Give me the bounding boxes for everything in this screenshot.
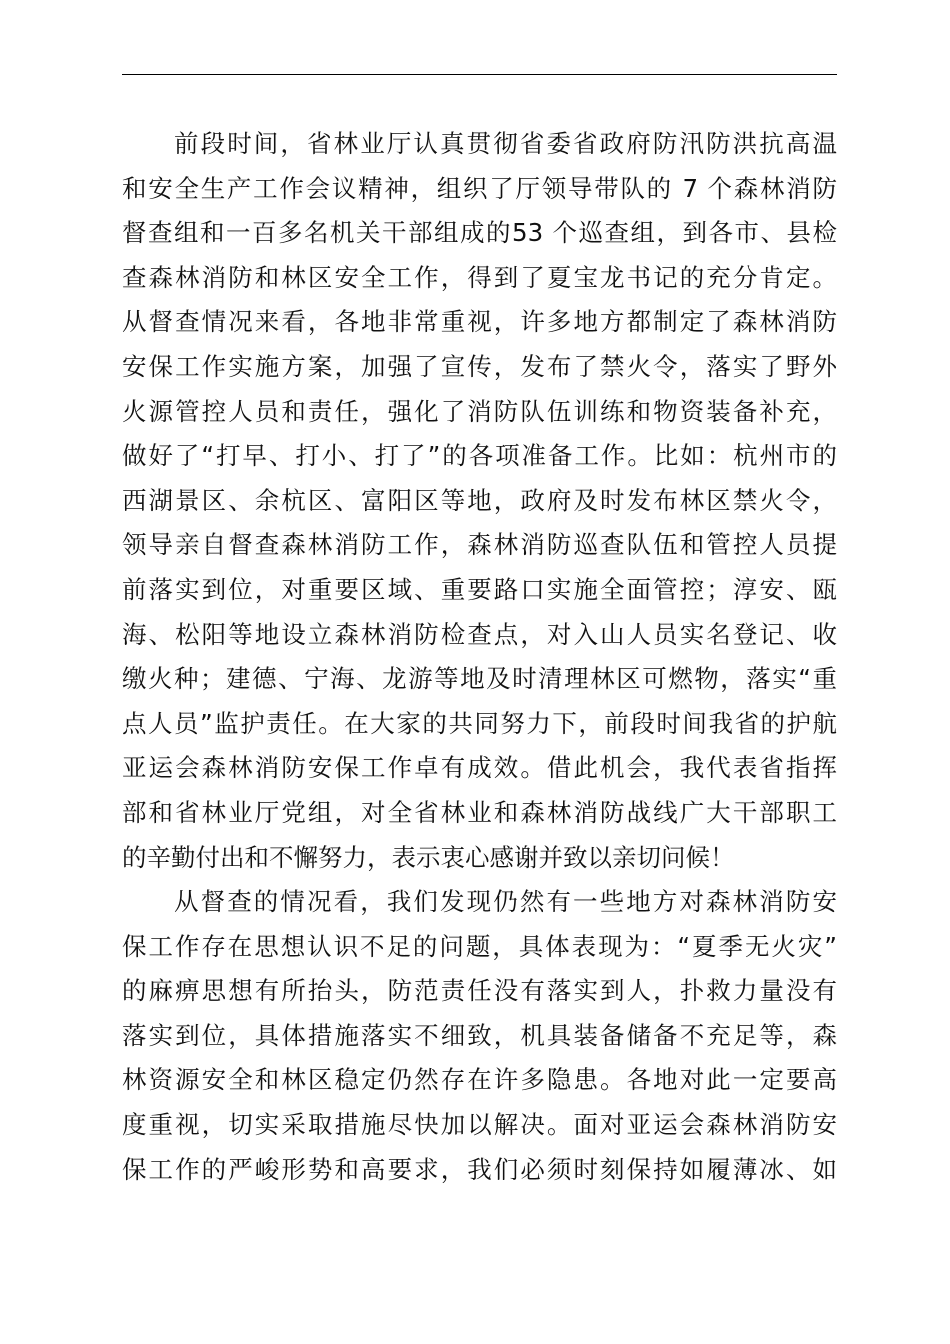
paragraph-2-line-3: 的麻痹思想有所抬头，防范责任没有落实到人，扑救力量没有 [122,976,837,1006]
paragraph-2-line-4: 落实到位，具体措施落实不细致，机具装备储备不充足等，森 [122,1020,837,1050]
paragraph-2-line-2: 保工作存在思想认识不足的问题，具体表现为：“夏季无火灾” [122,931,837,961]
paragraph-1-line-2: 和安全生产工作会议精神，组织了厅领导带队的 7 个森林消防 [122,173,837,203]
paragraph-1-line-10: 领导亲自督查森林消防工作，森林消防巡查队伍和管控人员提 [122,530,837,560]
paragraph-1-line-9: 西湖景区、余杭区、富阳区等地，政府及时发布林区禁火令， [122,485,837,515]
paragraph-1-line-4: 查森林消防和林区安全工作，得到了夏宝龙书记的充分肯定。 [122,262,837,292]
paragraph-1-line-12: 海、松阳等地设立森林消防检查点，对入山人员实名登记、收 [122,619,837,649]
paragraph-1-line-16: 部和省林业厅党组，对全省林业和森林消防战线广大干部职工 [122,797,837,827]
paragraph-2-line-5: 林资源安全和林区稳定仍然存在许多隐患。各地对此一定要高 [122,1065,837,1095]
paragraph-1-line-13: 缴火种；建德、宁海、龙游等地及时清理林区可燃物，落实“重 [122,664,837,694]
paragraph-1-line-3: 督查组和一百多名机关干部组成的53 个巡查组，到各市、县检 [122,218,837,248]
paragraph-2-line-1: 从督查的情况看，我们发现仍然有一些地方对森林消防安 [174,887,837,917]
header-rule [122,74,837,75]
paragraph-1-line-11: 前落实到位，对重要区域、重要路口实施全面管控；淳安、瓯 [122,574,837,604]
paragraph-1-line-5: 从督查情况来看，各地非常重视，许多地方都制定了森林消防 [122,307,837,337]
paragraph-1-line-7: 火源管控人员和责任，强化了消防队伍训练和物资装备补充， [122,396,837,426]
paragraph-1-line-6: 安保工作实施方案，加强了宣传，发布了禁火令，落实了野外 [122,351,837,381]
paragraph-1-line-15: 亚运会森林消防安保工作卓有成效。借此机会，我代表省指挥 [122,753,837,783]
paragraph-2-line-7: 保工作的严峻形势和高要求，我们必须时刻保持如履薄冰、如 [122,1154,837,1184]
body-text [122,122,837,1192]
paragraph-2-line-6: 度重视，切实采取措施尽快加以解决。面对亚运会森林消防安 [122,1110,837,1140]
paragraph-1-line-1: 前段时间，省林业厅认真贯彻省委省政府防汛防洪抗高温 [174,129,837,158]
paragraph-1-line-17: 的辛勤付出和不懈努力，表示衷心感谢并致以亲切问候！ [122,842,735,872]
paragraph-1-line-8: 做好了“打早、打小、打了”的各项准备工作。比如：杭州市的 [122,441,837,471]
paragraph-1-line-14: 点人员”监护责任。在大家的共同努力下，前段时间我省的护航 [122,708,837,738]
